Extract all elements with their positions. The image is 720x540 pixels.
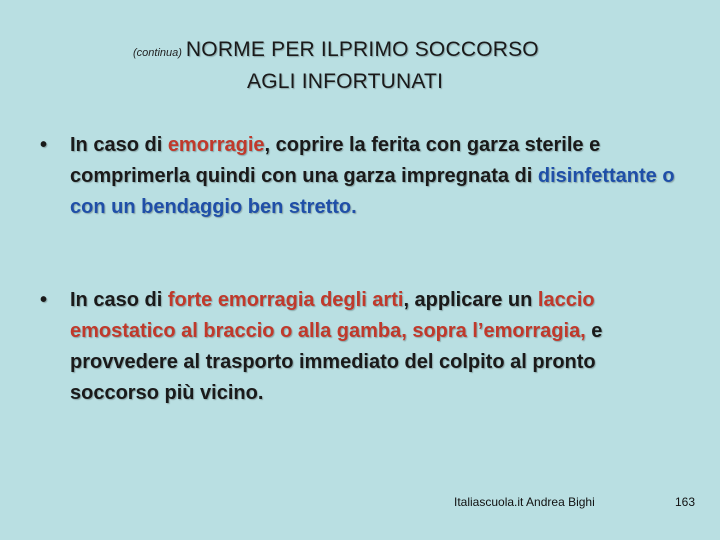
bullet-text-highlight: emorragie	[167, 134, 265, 156]
bullet-text-highlight: forte emorragia degli arti	[167, 289, 404, 311]
bullet-dot-icon: •	[40, 134, 48, 156]
bullet-text-part: , coprire la ferita con garza sterile e comprimerla quindi con una garza impregnata di	[70, 134, 601, 187]
page-number: 163	[675, 495, 696, 509]
bullet-dot-icon: •	[40, 289, 48, 311]
bullet-text	[70, 285, 690, 409]
bullet-text-part: In caso di	[70, 134, 168, 156]
title-text-1: NORME PER ILPRIMO SOCCORSO	[185, 38, 539, 61]
bullet-text-part: , applicare un	[403, 289, 538, 311]
bullet-text-part: In caso di	[70, 289, 168, 311]
bullet-text-highlight: laccio emostatico al braccio o alla gamba, sopra l’emorragia,	[70, 289, 595, 342]
title-line-2: AGLI INFORTUNATI	[247, 70, 444, 93]
bullet-item-forte-emorragia	[40, 285, 690, 409]
bullet-text-part: e provvedere al trasporto immediato del colpito al pronto soccorso più vicino.	[70, 320, 603, 404]
bullet-text	[70, 130, 690, 223]
bullet-text-highlight: disinfettante o con un bendaggio ben stretto.	[70, 165, 675, 218]
bullet-item-emorragie	[40, 130, 690, 223]
title-line-1	[133, 38, 539, 62]
footer-author: Italiascuola.it Andrea Bighi	[454, 495, 595, 509]
continua-label: (continua)	[133, 47, 182, 59]
